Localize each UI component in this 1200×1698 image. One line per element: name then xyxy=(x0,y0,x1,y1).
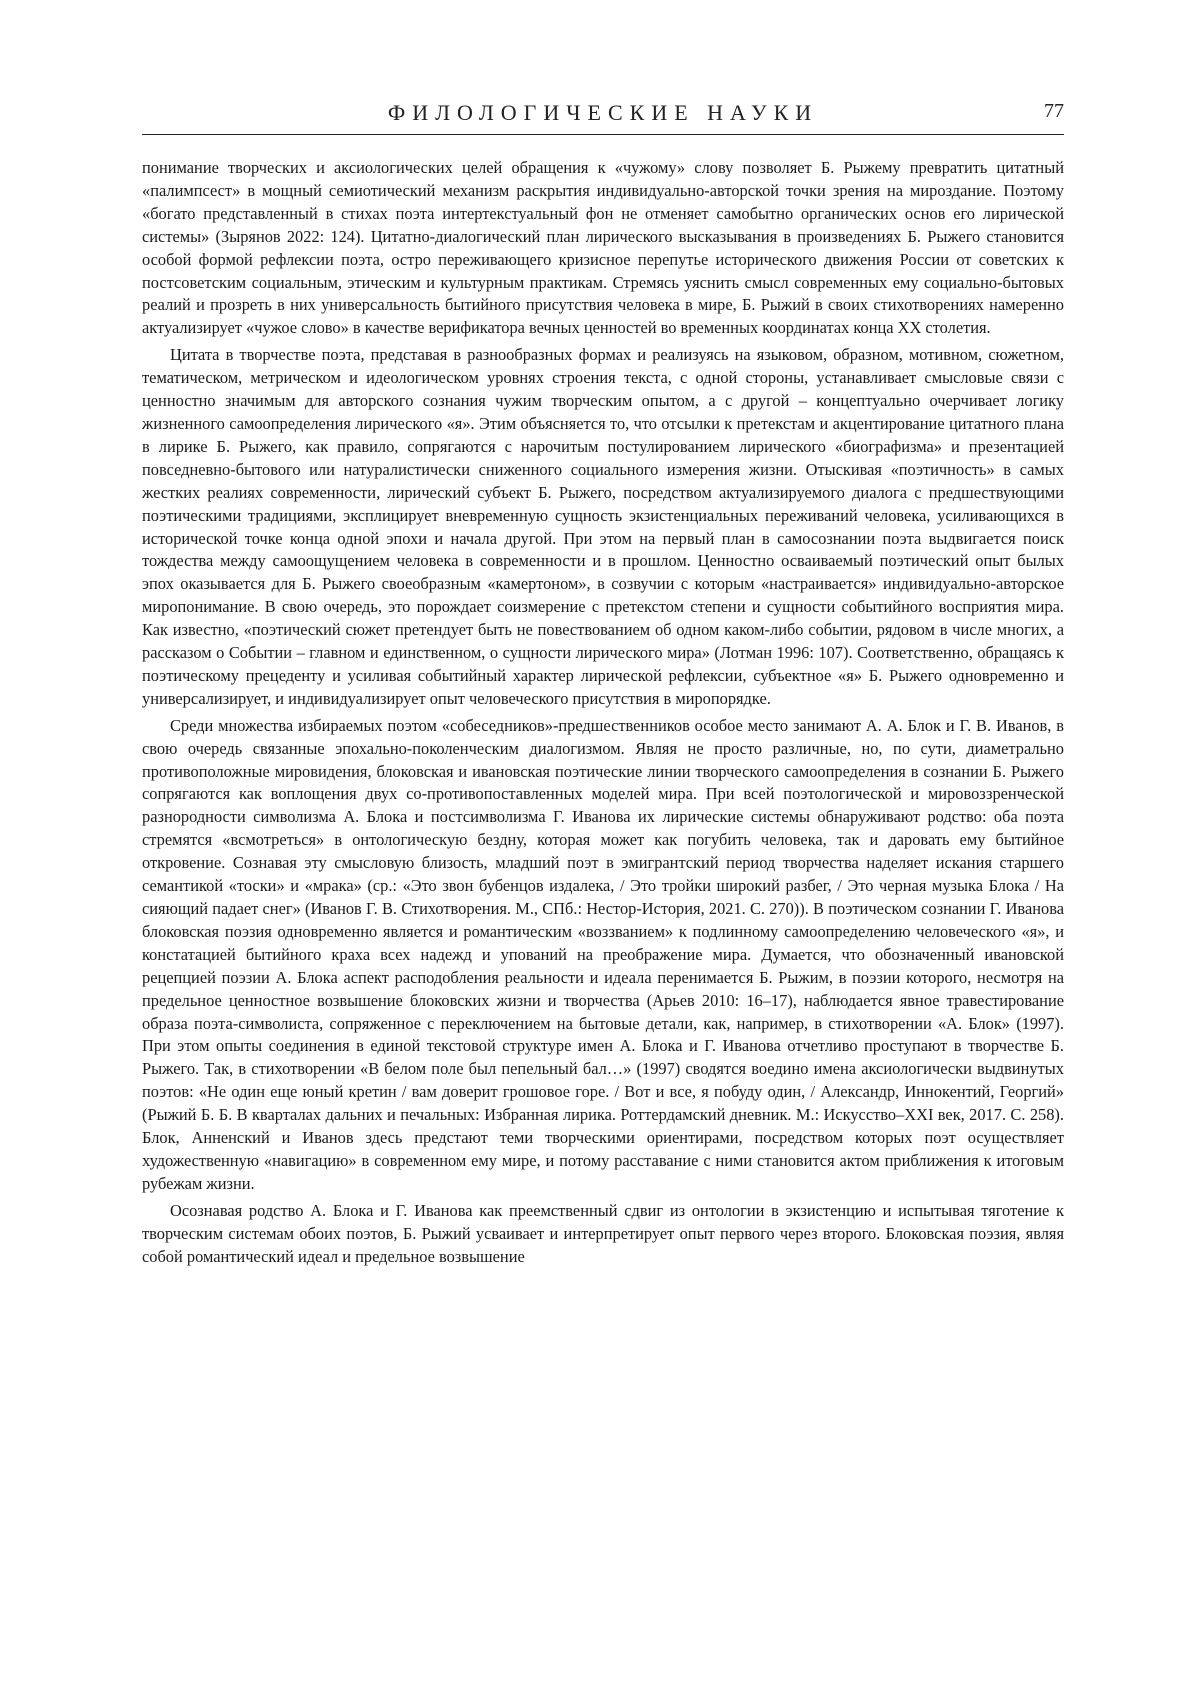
page-number: 77 xyxy=(1044,100,1064,122)
paragraph-2: Цитата в творчестве поэта, представая в разнообразных формах и реализуясь на языковом, образном, мотивном, сюжетном, тематическом, метрическом и идеологическом уровнях строения текста, с одной стороны, устанавливает смысловые связи с ценностно значимым для авторского сознания чужим творческим опытом, а с другой – концептуально очерчивает логику жизненного самоопределения лирического «я». Этим объясняется то, что отсылки к претекстам и акцентирование цитатного плана в лирике Б. Рыжего, как правило, сопрягаются с нарочитым постулированием лирического «биографизма» и презентацией повседневно-бытового или натуралистически сниженного социального измерения жизни. Отыскивая «поэтичность» в самых жестких реалиях современности, лирический субъект Б. Рыжего, посредством актуализируемого диалога с предшествующими поэтическими традициями, эксплицирует вневременную сущность экзистенциальных переживаний человека, усиливающихся в исторической точке конца одной эпохи и начала другой. При этом на первый план в самосознании поэта выдвигается поиск тождества между самоощущением человека в современности и в прошлом. Ценностно осваиваемый поэтический опыт былых эпох оказывается для Б. Рыжего своеобразным «камертоном», в созвучии с которым «настраивается» индивидуально-авторское миропонимание. В свою очередь, это порождает соизмерение с претекстом степени и сущности событийного восприятия мира. Как известно, «поэтический сюжет претендует быть не повествованием об одном каком-либо событии, рядовом в числе многих, а рассказом о Событии – главном и единственном, о сущности лирического мира» (Лотман 1996: 107). Соответственно, обращаясь к поэтическому прецеденту и усиливая событийный характер лирической рефлексии, субъектное «я» Б. Рыжего одновременно и универсализирует, и индивидуализирует опыт человеческого присутствия в миропорядке. xyxy=(142,345,1064,708)
section-title: ФИЛОЛОГИЧЕСКИЕ НАУКИ xyxy=(387,100,819,125)
article-body xyxy=(142,157,1064,1269)
paragraph-1: понимание творческих и аксиологических целей обращения к «чужому» слову позволяет Б. Рыжему превратить цитатный «палимпсест» в мощный семиотический механизм раскрытия индивидуально-авторской точки зрения на мироздание. Поэтому «богато представленный в стихах поэта интертекстуальный фон не отменяет самобытно органических основ его лирической системы» (Зырянов 2022: 124). Цитатно-диалогический план лирического высказывания в произведениях Б. Рыжего становится особой формой рефлексии поэта, остро переживающего кризисное перепутье исторического движения России от советских к постсоветским социальным, этическим и культурным практикам. Стремясь уяснить смысл современных ему социально-бытовых реалий и прозреть в них универсальность бытийного присутствия человека в мире, Б. Рыжий в своих стихотворениях намеренно актуализирует «чужое слово» в качестве верификатора вечных ценностей во временных координатах конца ХХ столетия. xyxy=(142,158,1064,338)
paragraph-4: Осознавая родство А. Блока и Г. Иванова как преемственный сдвиг из онтологии в экзистенцию и испытывая тяготение к творческим системам обоих поэтов, Б. Рыжий усваивает и интерпретирует опыт первого через второго. Блоковская поэзия, являя собой романтический идеал и предельное возвышение xyxy=(142,1200,1064,1266)
paragraph-3: Среди множества избираемых поэтом «собеседников»-предшественников особое место занимают А. А. Блок и Г. В. Иванов, в свою очередь связанные эпохально-поколенческим диалогизмом. Являя не просто различные, но, по сути, диаметрально противоположные мировидения, блоковская и ивановская поэтические линии творческого самоопределения в сознании Б. Рыжего сопрягаются как воплощения двух со-противопоставленных моделей мира. При всей поэтологической и мировоззренческой разнородности символизма А. Блока и постсимволизма Г. Иванова их лирические системы обнаруживают родство: оба поэта стремятся «всмотреться» в онтологическую бездну, которая может как погубить человека, так и даровать ему бытийное откровение. Сознавая эту смысловую близость, младший поэт в эмигрантский период творчества наделяет искания старшего семантикой «тоски» и «мрака» (ср.: «Это звон бубенцов издалека, / Это тройки широкий разбег, / Это черная музыка Блока / На сияющий падает снег» (Иванов Г. В. Стихотворения. М., СПб.: Нестор-История, 2021. С. 270)). В поэтическом сознании Г. Иванова блоковская поэзия одновременно является и романтическим «воззванием» к подлинному самоопределению человеческого «я», и констатацией бытийного краха всех надежд и упований на преображение мира. Думается, что обозначенный ивановской рецепцией поэзии А. Блока аспект расподобления реальности и идеала перенимается Б. Рыжим, в поэзии которого, несмотря на предельное ценностное возвышение блоковских жизни и творчества (Арьев 2010: 16–17), наблюдается явное травестирование образа поэта-символиста, сопряженное с переключением на бытовые детали, как, например, в стихотворении «А. Блок» (1997). При этом опыты соединения в единой текстовой структуре имен А. Блока и Г. Иванова отчетливо проступают в творчестве Б. Рыжего. Так, в стихотворении «В белом поле был пепельный бал…» (1997) сводятся воедино имена аксиологически выдвинутых поэтов: «Не один еще юный кретин / вам доверит грошовое горе. / Вот и все, я побуду один, / Александр, Иннокентий, Георгий» (Рыжий Б. Б. В кварталах дальних и печальных: Избранная лирика. Роттердамский дневник. М.: Искусство–XXI век, 2017. С. 258). Блок, Анненский и Иванов здесь предстают теми творческими ориентирами, посредством которых поэт осуществляет художественную «навигацию» в современном ему мире, и потому расставание с ними становится актом приближения к итоговым рубежам жизни. xyxy=(142,715,1064,1193)
running-head xyxy=(142,96,1064,135)
journal-page xyxy=(142,96,1064,1273)
